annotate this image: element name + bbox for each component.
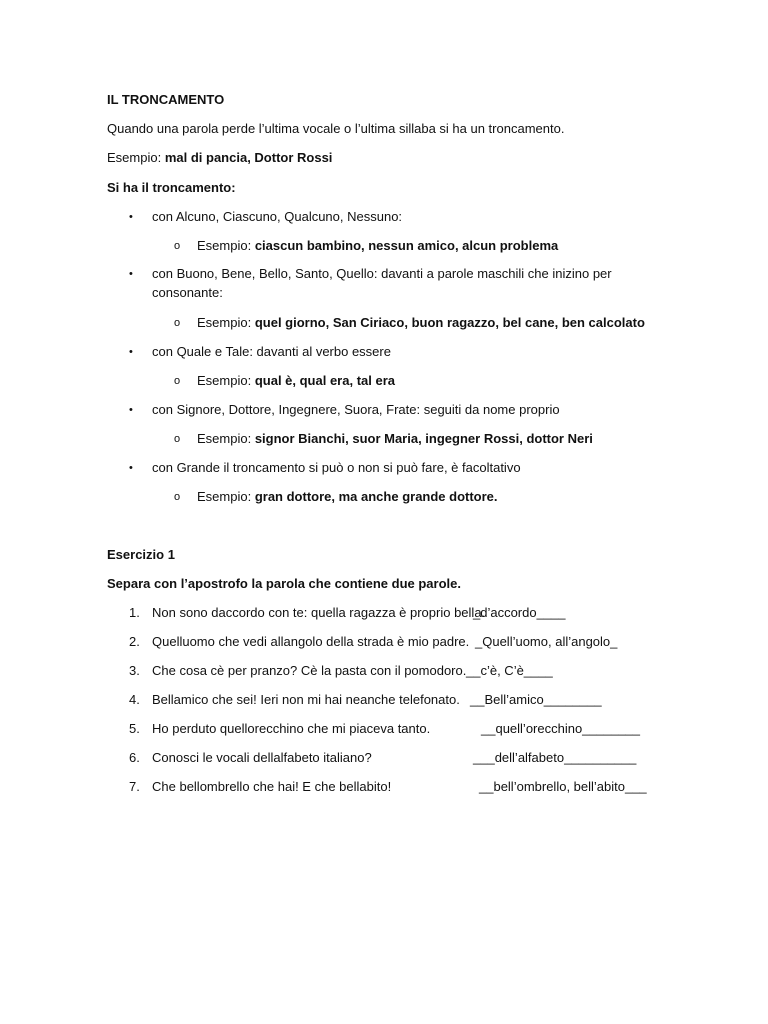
rule-text: con Buono, Bene, Bello, Santo, Quello: davanti a parole maschili che inizino per [152, 266, 612, 281]
rule-text-continued: consonante: [152, 285, 223, 300]
document-title: IL TRONCAMENTO [107, 92, 225, 107]
circle-bullet-icon: o [174, 491, 181, 503]
exercise-answer: __Bell’amico________ [470, 692, 602, 707]
exercise-sentence: Conosci le vocali dellalfabeto italiano? [152, 750, 372, 765]
bullet-icon: • [129, 211, 133, 223]
example-text: ciascun bambino, nessun amico, alcun problema [254, 238, 559, 253]
exercise-item-number: 5. [129, 721, 140, 736]
bullet-icon: • [129, 346, 133, 358]
example-label: Esempio: [197, 238, 252, 253]
exercise-sentence: Ho perduto quellorecchino che mi piaceva tanto. [152, 721, 431, 736]
example-text: qual è, qual era, tal era [254, 373, 395, 388]
exercise-item-number: 6. [129, 750, 140, 765]
rule-example [197, 315, 645, 331]
bullet-icon: • [129, 268, 133, 280]
exercise-item-number: 4. [129, 692, 140, 707]
exercise-answer: __c’è, C’è____ [466, 663, 553, 678]
intro-paragraph: Quando una parola perde l’ultima vocale o l’ultima sillaba si ha un troncamento. [107, 121, 565, 136]
exercise-sentence: Bellamico che sei! Ieri non mi hai neanche telefonato. [152, 692, 460, 707]
exercise-instruction: Separa con l’apostrofo la parola che contiene due parole. [107, 576, 461, 591]
rule-example [197, 373, 395, 389]
circle-bullet-icon: o [174, 375, 181, 387]
circle-bullet-icon: o [174, 240, 181, 252]
exercise-answer: _d’accordo____ [473, 605, 566, 620]
exercise-answer: __bell’ombrello, bell’abito___ [479, 779, 647, 794]
exercise-sentence: Quelluomo che vedi allangolo della strada è mio padre. [152, 634, 470, 649]
rule-example [197, 431, 593, 447]
example-label: Esempio: [197, 431, 252, 446]
exercise-sentence: Non sono daccordo con te: quella ragazza è proprio bella. [152, 605, 486, 620]
exercise-title: Esercizio 1 [107, 547, 175, 562]
example-text: gran dottore, ma anche grande dottore. [254, 489, 498, 504]
example-label: Esempio: [107, 150, 162, 165]
exercise-answer: __quell’orecchino________ [481, 721, 641, 736]
bullet-icon: • [129, 462, 133, 474]
circle-bullet-icon: o [174, 317, 181, 329]
exercise-item-number: 1. [129, 605, 140, 620]
exercise-sentence: Che bellombrello che hai! E che bellabito! [152, 779, 392, 794]
rule-text: con Quale e Tale: davanti al verbo essere [152, 344, 391, 359]
example-label: Esempio: [197, 489, 252, 504]
exercise-item-number: 7. [129, 779, 140, 794]
exercise-answer: ___dell’alfabeto__________ [473, 750, 637, 765]
rule-text: con Signore, Dottore, Ingegnere, Suora, Frate: seguiti da nome proprio [152, 402, 560, 417]
circle-bullet-icon: o [174, 433, 181, 445]
rule-text: con Alcuno, Ciascuno, Qualcuno, Nessuno: [152, 209, 403, 224]
example-text: signor Bianchi, suor Maria, ingegner Rossi, dottor Neri [254, 431, 593, 446]
example-label: Esempio: [197, 315, 252, 330]
example-label: Esempio: [197, 373, 252, 388]
rule-text: con Grande il troncamento si può o non si può fare, è facoltativo [152, 460, 521, 475]
exercise-sentence: Che cosa cè per pranzo? Cè la pasta con il pomodoro. [152, 663, 467, 678]
exercise-answer: _Quell’uomo, all’angolo_ [475, 634, 618, 649]
exercise-item-number: 2. [129, 634, 140, 649]
intro-example [107, 150, 332, 166]
bullet-icon: • [129, 404, 133, 416]
example-text: mal di pancia, Dottor Rossi [164, 150, 333, 165]
rule-example [197, 238, 558, 254]
exercise-item-number: 3. [129, 663, 140, 678]
rules-heading: Si ha il troncamento: [107, 180, 236, 195]
example-text: quel giorno, San Ciriaco, buon ragazzo, bel cane, ben calcolato [254, 315, 645, 330]
rule-example [197, 489, 498, 505]
